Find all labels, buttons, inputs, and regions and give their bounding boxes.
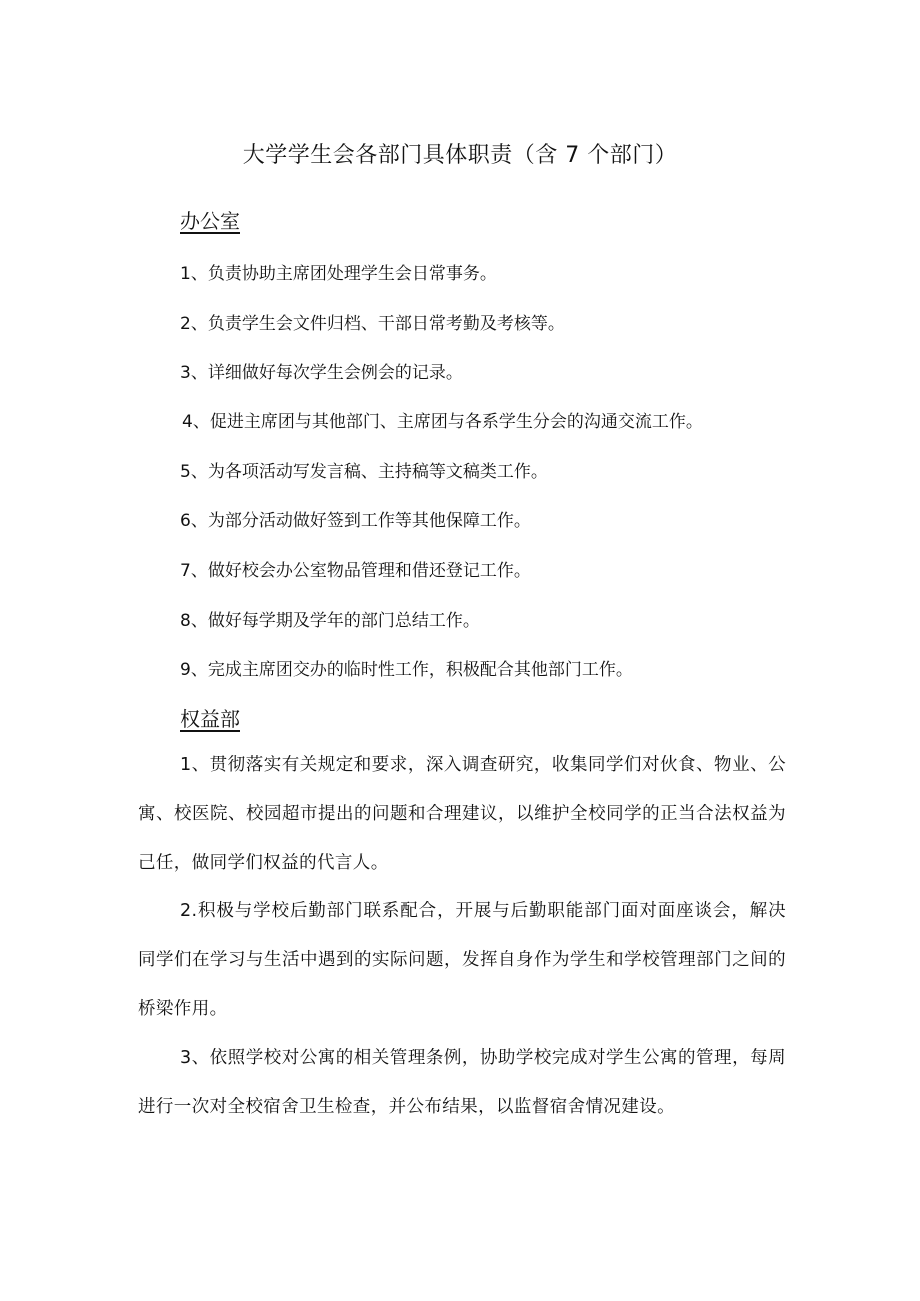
- office-item-4: 4、促进主席团与其他部门、主席团与各系学生分会的沟通交流工作。: [182, 412, 703, 432]
- office-item-7: 7、做好校会办公室物品管理和借还登记工作。: [180, 561, 531, 581]
- office-item-3: 3、详细做好每次学生会例会的记录。: [180, 363, 463, 383]
- rights-paragraph-1: 1、贯彻落实有关规定和要求，深入调查研究，收集同学们对伙食、物业、公寓、校医院、校园超市提出的问题和合理建议，以维护全校同学的正当合法权益为己任，做同学们权益的代言人。: [138, 755, 786, 873]
- section-heading-rights: 权益部: [180, 707, 240, 731]
- rights-paragraph-2: 2.积极与学校后勤部门联系配合，开展与后勤职能部门面对面座谈会，解决同学们在学习与生活中遇到的实际问题，发挥自身作为学生和学校管理部门之间的桥梁作用。: [138, 901, 786, 1019]
- rights-paragraph-3: 3、依照学校对公寓的相关管理条例，协助学校完成对学生公寓的管理，每周进行一次对全校宿舍卫生检查，并公布结果，以监督宿舍情况建设。: [138, 1048, 786, 1117]
- office-item-6: 6、为部分活动做好签到工作等其他保障工作。: [180, 511, 531, 531]
- office-item-9: 9、完成主席团交办的临时性工作，积极配合其他部门工作。: [180, 660, 633, 680]
- page-title: 大学学生会各部门具体职责（含 7 个部门）: [242, 143, 678, 168]
- office-item-8: 8、做好每学期及学年的部门总结工作。: [180, 611, 480, 631]
- office-item-5: 5、为各项活动写发言稿、主持稿等文稿类工作。: [180, 462, 548, 482]
- section-heading-office: 办公室: [180, 209, 240, 233]
- office-item-2: 2、负责学生会文件归档、干部日常考勤及考核等。: [180, 314, 565, 334]
- office-item-1: 1、负责协助主席团处理学生会日常事务。: [180, 264, 497, 284]
